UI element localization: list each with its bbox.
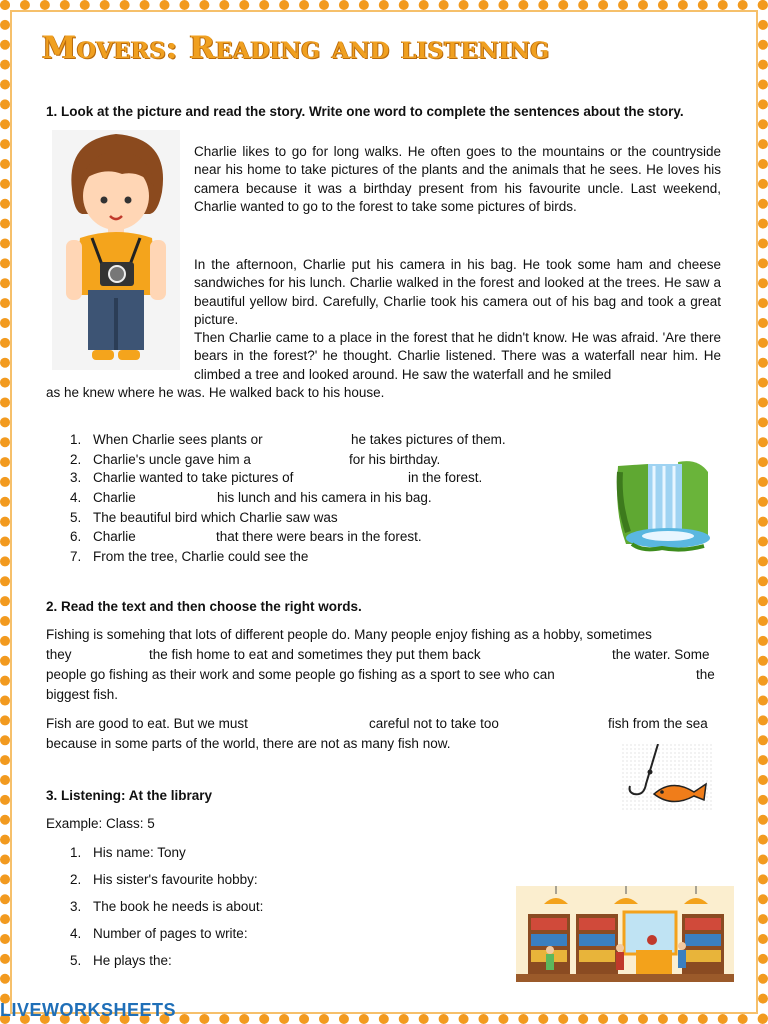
item-text-after-gap: he takes pictures of them. <box>351 432 506 447</box>
boy-with-camera-image <box>52 130 180 370</box>
item-number: 7. <box>70 549 82 564</box>
story-paragraph-2: In the afternoon, Charlie put his camera in his bag. He took some ham and cheese sandwiches for his lunch. Charlie walked in the forest and looked at the trees. He saw a beautiful yellow bird. Carefully, Charlie took his camera out of his bag and took a great picture. <box>194 257 721 327</box>
story-paragraph-3: Then Charlie came to a place in the forest that he didn't know. He was afraid. 'Are there bears in the forest?' he thought. Charlie listened. There was a waterfall near him. He climbed a tree and looked around. He saw the waterfall and he smiled <box>194 330 721 382</box>
item-text: Charlie's uncle gave him a <box>93 452 251 467</box>
item-text: Charlie wanted to take pictures of <box>93 470 294 485</box>
item-text-after-gap: for his birthday. <box>349 452 441 467</box>
item-number: 5. <box>70 510 82 525</box>
item-text: The book he needs is about: <box>93 899 264 914</box>
item-text: His sister's favourite hobby: <box>93 872 258 887</box>
page-title: Movers: Reading and listening <box>42 30 550 66</box>
item-text: His name: Tony <box>93 845 186 860</box>
item-text: Charlie <box>93 490 136 505</box>
library-image <box>516 886 734 982</box>
text-line-5-start: Fish are good to eat. But we must <box>46 716 248 731</box>
story-paragraph-1: Charlie likes to go for long walks. He often goes to the mountains or the countryside near his home to take pictures of the plants and the animals that he sees. He loves his camera because it was a birthday present from his favourite uncle. Last weekend, Charlie wanted to go to the forest to take some pictures of birds. <box>194 144 721 214</box>
item-text: Number of pages to write: <box>93 926 248 941</box>
text-line-2-middle: the fish home to eat and sometimes they put them back <box>149 647 481 662</box>
item-number: 2. <box>70 872 82 887</box>
item-text-after-gap: in the forest. <box>408 470 483 485</box>
brand-logo-text: LIVEWORKSHEETS <box>0 1000 177 1020</box>
text-line-3-end: the <box>696 667 715 682</box>
text-line-5-end: fish from the sea <box>608 716 708 731</box>
text-line-6: because in some parts of the world, there are not as many fish now. <box>46 736 451 751</box>
story-paragraph-4: as he knew where he was. He walked back to his house. <box>46 385 385 400</box>
section-1-heading: 1. Look at the picture and read the story. Write one word to complete the sentences about the story. <box>46 104 684 119</box>
text-line-1: Fishing is somehing that lots of different people do. Many people enjoy fishing as a hobby, sometimes <box>46 627 652 642</box>
item-number: 4. <box>70 926 82 941</box>
text-line-4: biggest fish. <box>46 687 119 702</box>
item-text: The beautiful bird which Charlie saw was <box>93 510 338 525</box>
listening-example: Example: Class: 5 <box>46 816 155 831</box>
item-text: Charlie <box>93 529 136 544</box>
item-number: 5. <box>70 953 82 968</box>
item-number: 1. <box>70 845 82 860</box>
item-text-after-gap: his lunch and his camera in his bag. <box>217 490 432 505</box>
item-number: 1. <box>70 432 82 447</box>
fishing-hook-fish-image <box>622 744 714 812</box>
brand-logo <box>0 1000 176 1021</box>
item-text: From the tree, Charlie could see the <box>93 549 309 564</box>
text-line-5-middle: careful not to take too <box>369 716 499 731</box>
item-number: 4. <box>70 490 82 505</box>
item-number: 6. <box>70 529 82 544</box>
item-number: 2. <box>70 452 82 467</box>
item-text: When Charlie sees plants or <box>93 432 263 447</box>
section-3-heading: 3. Listening: At the library <box>46 788 213 803</box>
item-number: 3. <box>70 899 82 914</box>
waterfall-image <box>612 452 716 552</box>
item-number: 3. <box>70 470 82 485</box>
item-text-after-gap: that there were bears in the forest. <box>216 529 422 544</box>
section-2-heading: 2. Read the text and then choose the right words. <box>46 599 362 614</box>
item-text: He plays the: <box>93 953 172 968</box>
text-line-2-end: the water. Some <box>612 647 710 662</box>
text-line-3-start: people go fishing as their work and some people go fishing as a sport to see who can <box>46 667 555 682</box>
text-line-2-start: they <box>46 647 72 662</box>
